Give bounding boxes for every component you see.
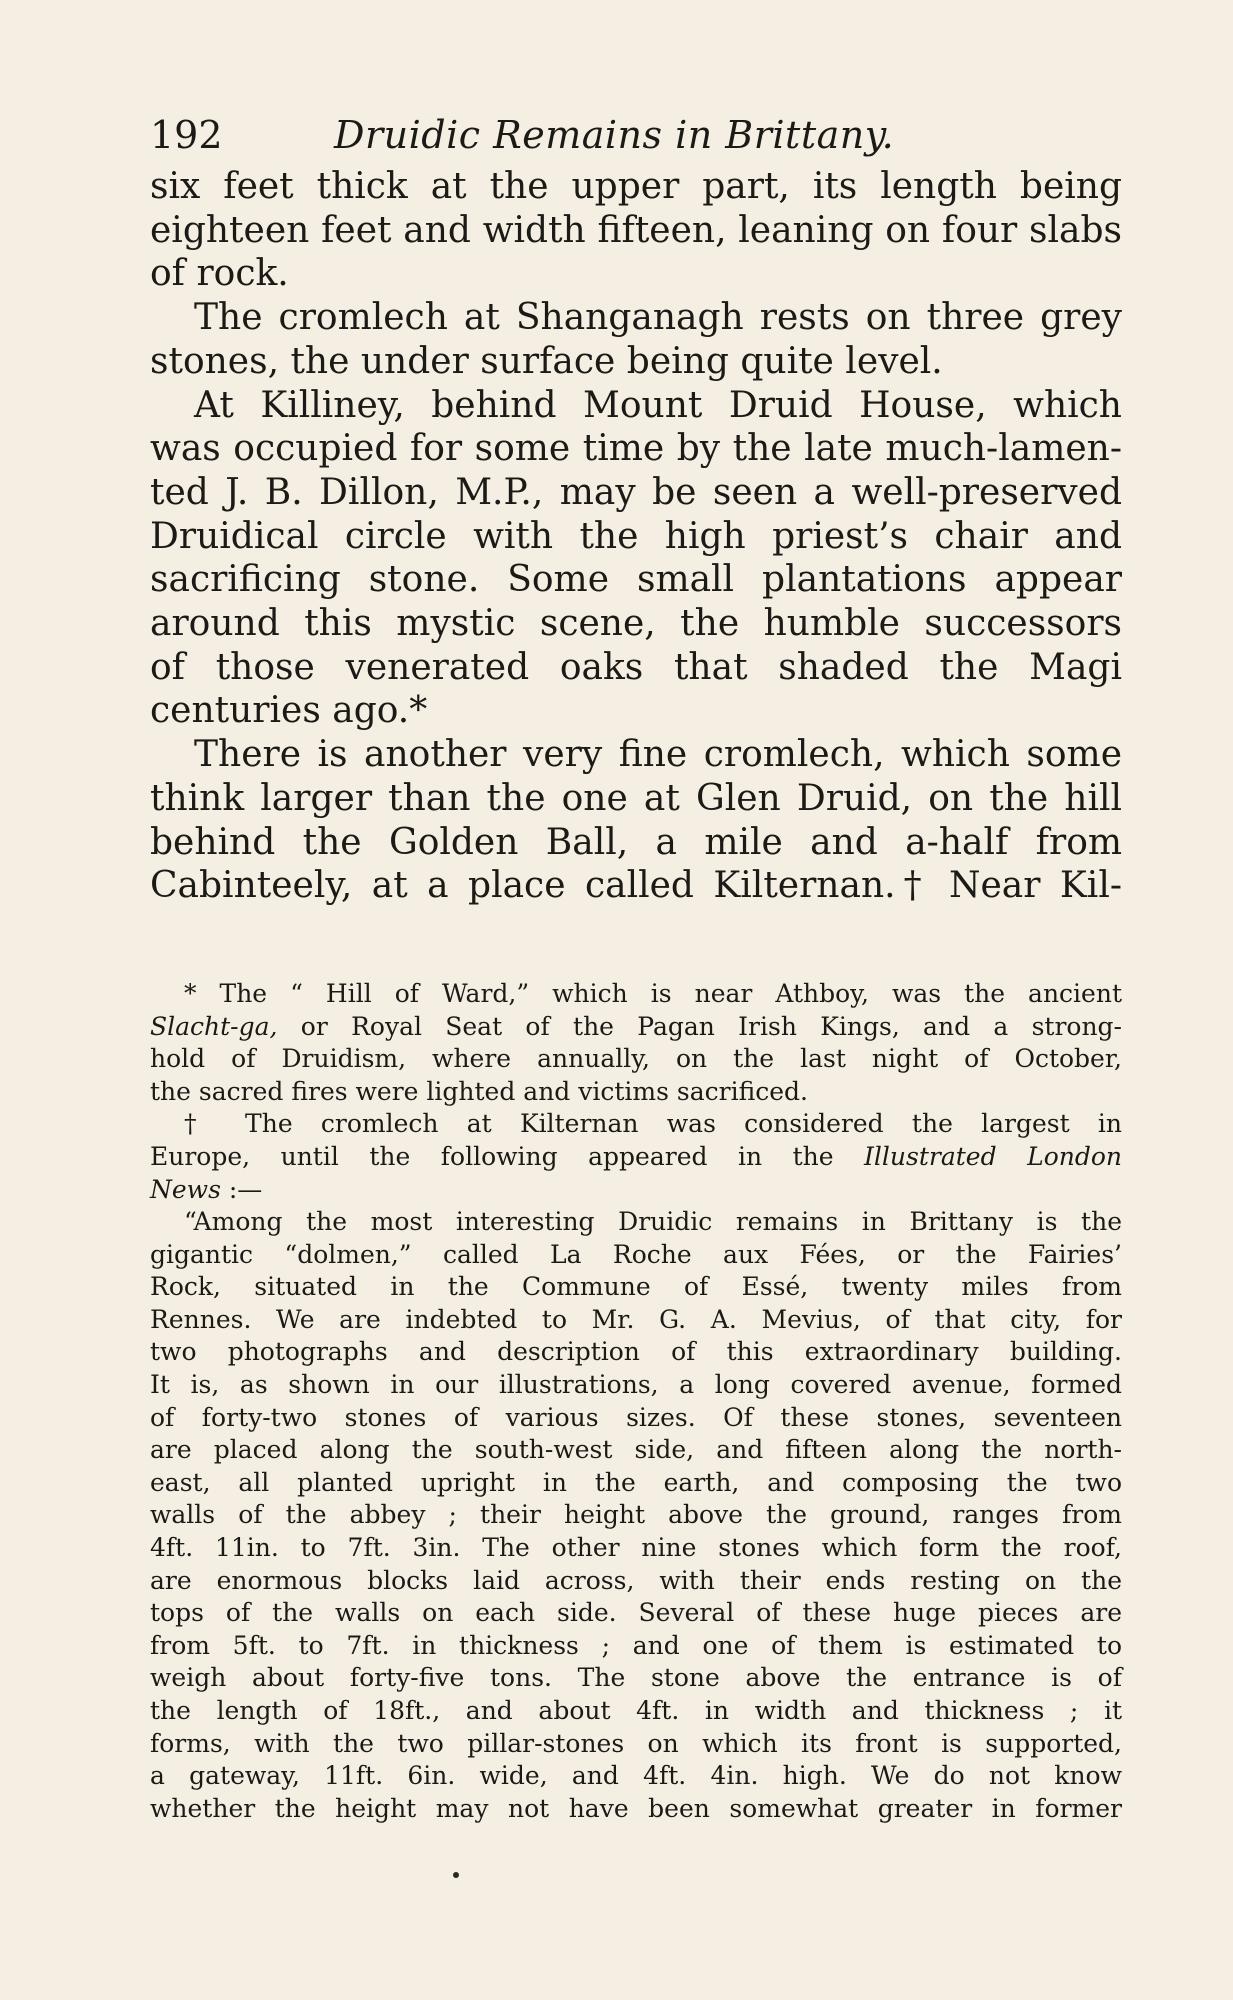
quote-line: “Among the most interesting Druidic remains in Brittany is the	[184, 1207, 1122, 1237]
page-number: 192	[150, 113, 223, 157]
running-title: Druidic Remains in Brittany.	[334, 113, 895, 157]
quote-line: weigh about forty-five tons. The stone above the entrance is of	[150, 1663, 1122, 1693]
quote-line: are enormous blocks laid across, with their ends resting on the	[150, 1565, 1122, 1595]
quote-line: walls of the abbey ; their height above the ground, ranges from	[150, 1500, 1122, 1530]
footnote-line	[150, 1141, 1122, 1174]
footnote-text: Europe, until the following appeared in the	[150, 1141, 865, 1171]
footnote-line: * The “ Hill of Ward,” which is near Athboy, was the ancient	[184, 978, 1122, 1008]
body-line: stones, the under surface being quite level.	[150, 340, 943, 382]
body-line: sacrificing stone. Some small plantations appear	[150, 559, 1122, 601]
quote-line: of forty-two stones of various sizes. Of these stones, seventeen	[150, 1402, 1122, 1432]
body-line: behind the Golden Ball, a mile and a-half from	[150, 821, 1122, 863]
quote-line: 4ft. 11in. to 7ft. 3in. The other nine stones which form the roof,	[150, 1533, 1122, 1563]
body-line: Cabinteely, at a place called Kilternan.† Near Kil-	[150, 865, 1122, 907]
italic-title: News	[150, 1174, 221, 1204]
italic-title: Illustrated London	[864, 1141, 1123, 1171]
main-text	[150, 165, 1122, 908]
body-line: six feet thick at the upper part, its length being	[150, 166, 1122, 207]
body-line: around this mystic scene, the humble successors	[150, 603, 1122, 645]
footnote-text: or Royal Seat of the Pagan Irish Kings, and a strong-	[277, 1011, 1122, 1041]
body-line: The cromlech at Shanganagh rests on three grey	[194, 297, 1122, 339]
ink-dot	[453, 1872, 459, 1878]
footnotes	[150, 978, 1122, 1825]
footnote-line	[150, 1011, 1122, 1044]
quote-line: the length of 18ft., and about 4ft. in width and thickness ; it	[150, 1696, 1122, 1726]
quote-line: Rennes. We are indebted to Mr. G. A. Mevius, of that city, for	[150, 1304, 1122, 1334]
quote-line: a gateway, 11ft. 6in. wide, and 4ft. 4in. high. We do not know	[150, 1761, 1122, 1791]
running-head	[150, 105, 1122, 165]
footnote-line: hold of Druidism, where annually, on the last night of October,	[150, 1044, 1122, 1074]
quote-line: gigantic “dolmen,” called La Roche aux Fées, or the Fairies’	[150, 1239, 1122, 1269]
footnote-line	[150, 1174, 1122, 1207]
quote-line: forms, with the two pillar-stones on which its front is supported,	[150, 1728, 1122, 1758]
quote-line: tops of the walls on each side. Several of these huge pieces are	[150, 1598, 1122, 1628]
footnote-text: :—	[220, 1174, 263, 1204]
body-line: There is another very fine cromlech, which some	[194, 734, 1122, 776]
quote-line: two photographs and description of this extraordinary building.	[150, 1337, 1122, 1367]
footnote-line: the sacred fires were lighted and victims sacrificed.	[150, 1076, 808, 1106]
body-line: was occupied for some time by the late much-lamen-	[150, 428, 1122, 470]
body-line: think larger than the one at Glen Druid, on the hill	[150, 777, 1122, 819]
quote-line: It is, as shown in our illustrations, a long covered avenue, formed	[150, 1370, 1122, 1400]
body-line: Druidical circle with the high priest’s chair and	[150, 515, 1122, 557]
italic-name: Slacht-ga,	[150, 1011, 278, 1041]
body-line: ted J. B. Dillon, M.P., may be seen a well-preserved	[150, 471, 1122, 513]
quote-line: are placed along the south-west side, and fifteen along the north-	[150, 1435, 1122, 1465]
footnote-line: † The cromlech at Kilternan was considered the largest in	[184, 1109, 1122, 1139]
body-line: of those venerated oaks that shaded the Magi	[150, 646, 1122, 688]
body-line: of rock.	[150, 253, 289, 295]
body-line: centuries ago.*	[150, 690, 428, 732]
quote-line: from 5ft. to 7ft. in thickness ; and one of them is estimated to	[150, 1630, 1122, 1660]
body-line: At Killiney, behind Mount Druid House, which	[194, 384, 1122, 426]
body-line: eighteen feet and width fifteen, leaning on four slabs	[150, 209, 1122, 251]
quote-line: east, all planted upright in the earth, and composing the two	[150, 1467, 1122, 1497]
quote-line: whether the height may not have been somewhat greater in former	[150, 1793, 1122, 1823]
quote-line: Rock, situated in the Commune of Essé, twenty miles from	[150, 1272, 1122, 1302]
book-page	[150, 105, 1122, 1825]
